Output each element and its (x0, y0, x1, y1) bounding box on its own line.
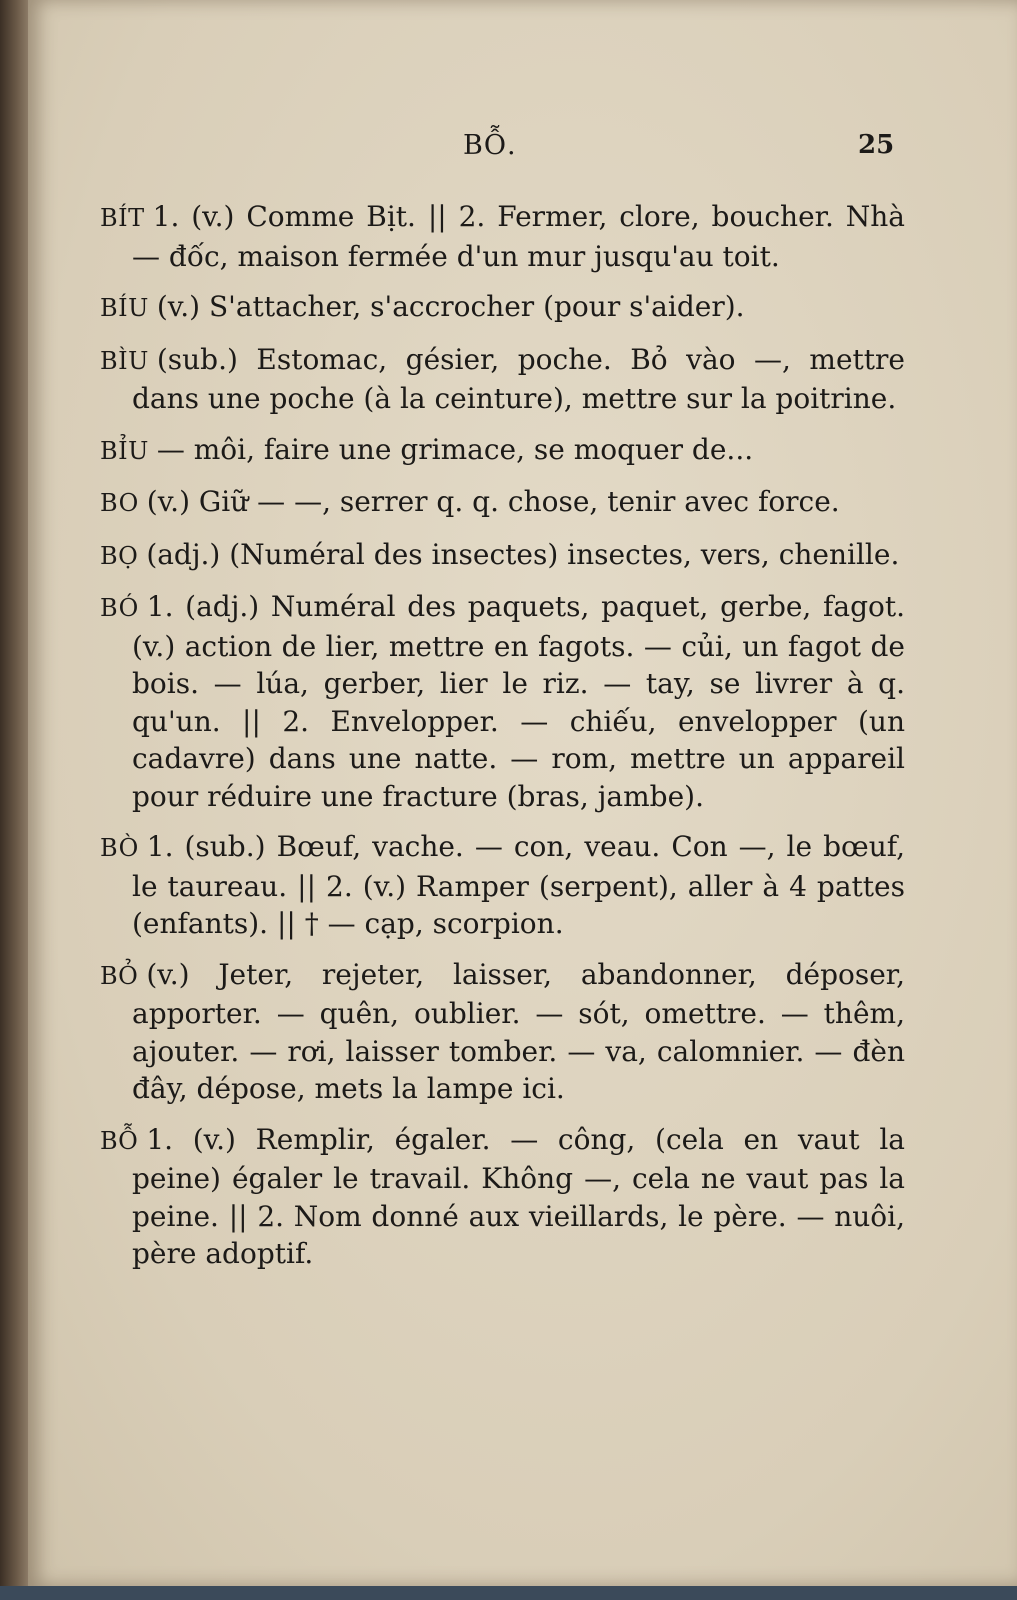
entry-biu-acute (100, 288, 905, 328)
entry-bit (100, 198, 905, 275)
definition: — môi, faire une grimace, se moquer de... (156, 432, 754, 466)
headword: BÓ (100, 594, 139, 622)
entry-bo-grave (100, 828, 905, 943)
definition: 1. (v.) Comme Bịt. || 2. Fermer, clore, boucher. Nhà — đốc, maison fermée d'un mur jusqu'au toit. (132, 200, 905, 273)
page-header (28, 130, 1017, 170)
page-bottom-edge (0, 1586, 1017, 1600)
entry-bo-tilde (100, 1121, 905, 1273)
headword: BỖ (100, 1126, 139, 1155)
definition: 1. (adj.) Numéral des paquets, paquet, gerbe, fagot. (v.) action de lier, mettre en fagots. — củi, un fagot de bois. — lúa, gerber, lier le riz. — tay, se livrer à q. qu'un. || 2. Envelopper. — chiếu, envelopper (un cadavre) dans une natte. — rom, mettre un appareil pour réduire une fracture (bras, jambe). (132, 590, 905, 813)
entry-bo (100, 483, 905, 523)
headword: BÍT (100, 204, 145, 232)
definition: 1. (v.) Remplir, égaler. — công, (cela en vaut la peine) égaler le travail. Không —, cela ne vaut pas la peine. || 2. Nom donné aux vieillards, le père. — nuôi, père adoptif. (132, 1122, 905, 1270)
running-head: BỖ. (463, 130, 517, 161)
definition: (adj.) (Numéral des insectes) insectes, vers, chenille. (146, 537, 900, 571)
entry-bo-dot (100, 536, 905, 576)
definition: (v.) S'attacher, s'accrocher (pour s'aider). (156, 290, 745, 323)
definition: 1. (sub.) Bœuf, vache. — con, veau. Con —, le bœuf, le taureau. || 2. (v.) Ramper (serpent), aller à 4 pattes (enfants). || † — cạp, scorpion. (132, 830, 905, 940)
definition: (sub.) Estomac, gésier, poche. Bỏ vào —, mettre dans une poche (à la ceinture), mettre sur la poitrine. (132, 342, 905, 415)
definition: (v.) Jeter, rejeter, laisser, abandonner, déposer, apporter. — quên, oublier. — sót, omettre. — thêm, ajouter. — rơi, laisser tomber. — va, calomnier. — đèn đây, dépose, mets la lampe ici. (132, 957, 905, 1105)
headword: BỎ (100, 961, 139, 990)
page-number: 25 (858, 130, 895, 160)
headword: BO (100, 489, 139, 517)
book-binding (0, 0, 28, 1600)
book-page (28, 0, 1017, 1586)
headword: BÍU (100, 294, 149, 322)
headword: BỈU (100, 436, 149, 465)
headword: BÌU (100, 346, 149, 375)
entry-biu-grave (100, 341, 905, 418)
definition: (v.) Giữ — —, serrer q. q. chose, tenir avec force. (146, 485, 840, 518)
headword: BÒ (100, 834, 139, 862)
headword: BỌ (100, 541, 139, 570)
dictionary-entries (100, 198, 905, 1286)
entry-bo-hook (100, 956, 905, 1108)
entry-bo-acute (100, 588, 905, 815)
entry-biu-hook (100, 431, 905, 471)
